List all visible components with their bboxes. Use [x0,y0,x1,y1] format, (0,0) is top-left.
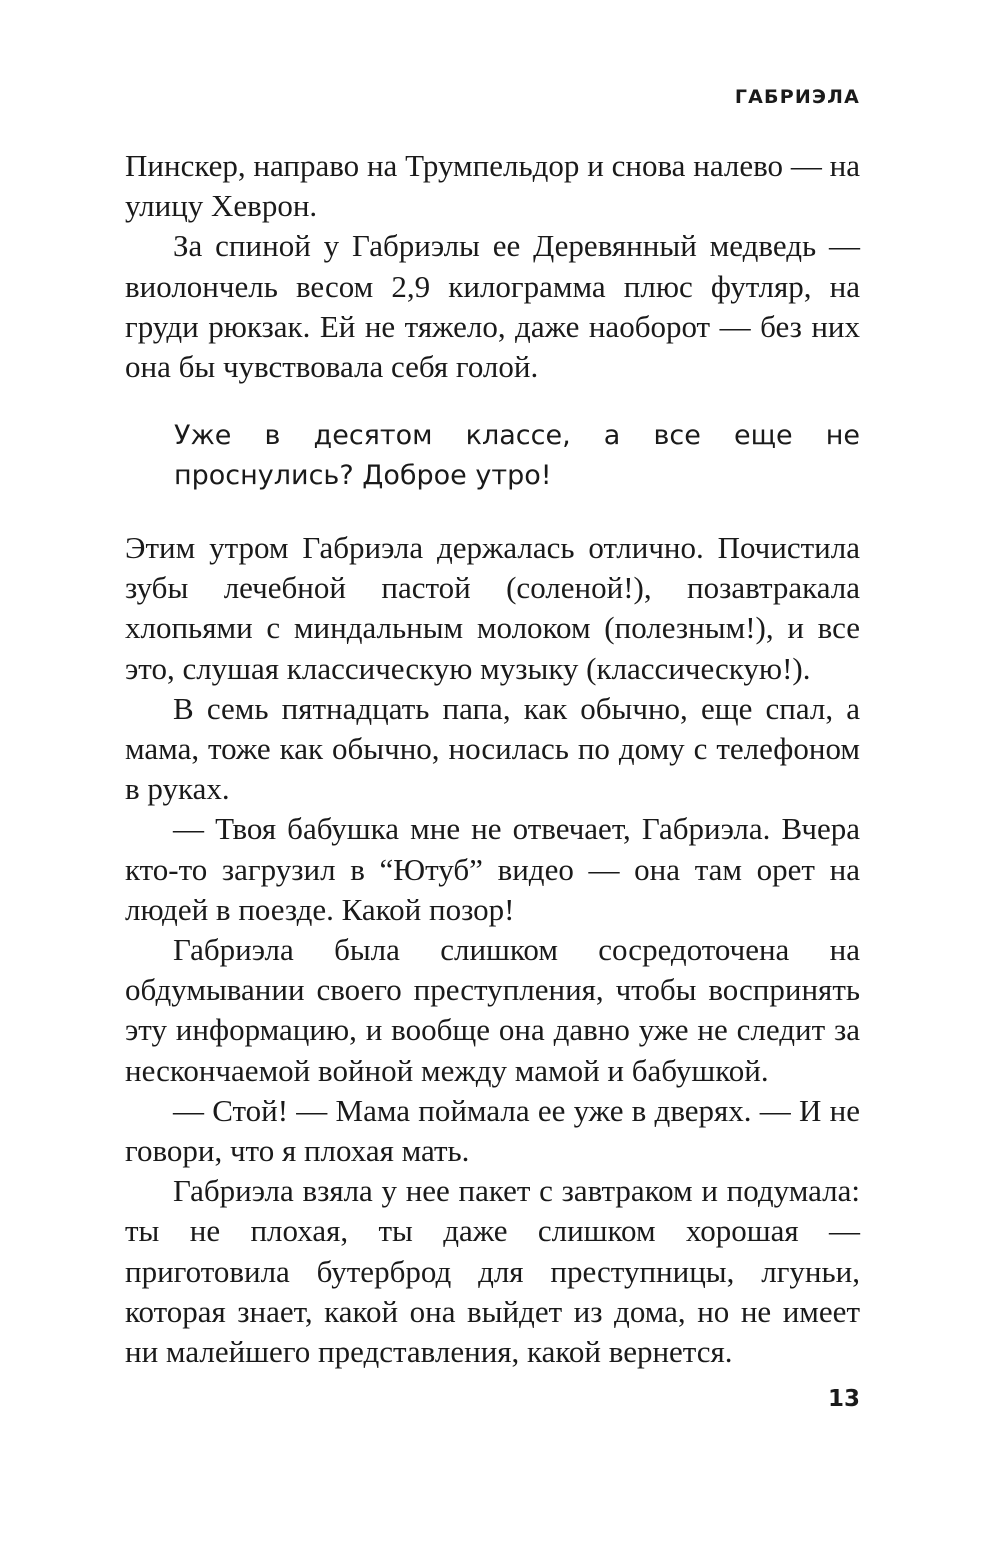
quote-block [174,416,860,496]
paragraph: — Стой! — Мама поймала ее уже в дверях. — И не говори, что я плохая мать. [125,1092,860,1169]
running-header: ГАБРИЭЛА [734,86,860,108]
paragraph: В семь пятнадцать папа, как обычно, еще спал, а мама, тоже как обычно, носилась по дому с телефоном в руках. [125,690,860,807]
body-text-bottom [125,528,860,1372]
body-text-top [125,146,860,387]
paragraph: Габриэла была слишком сосредоточена на обдумывании своего преступления, чтобы воспринять эту информацию, и вообще она давно уже не следит за нескончаемой войной между мамой и бабушкой. [125,932,860,1088]
paragraph: За спиной у Габриэлы ее Деревянный медведь — виолончель весом 2,9 килограмма плюс футляр, на груди рюкзак. Ей не тяжело, даже наоборот — без них она бы чувствовала себя голой. [125,228,860,385]
page-number: 13 [827,1386,860,1412]
quote-text: Уже в десятом классе, а все еще не проснулись? Доброе утро! [174,420,860,491]
paragraph: Габриэла взяла у нее пакет с завтраком и подумала: ты не плохая, ты даже слишком хорошая — приготовила бутерброд для преступницы, лгуньи, которая знает, какой она выйдет из дома, но не имеет ни малейшего представления, какой вернется. [125,1173,860,1370]
paragraph: Этим утром Габриэла держалась отлично. Почистила зубы лечебной пастой (соленой!), позавтракала хлопьями с миндальным молоком (полезным!), и все это, слушая классическую музыку (классическую!). [125,530,860,686]
paragraph: — Твоя бабушка мне не отвечает, Габриэла. Вчера кто-то загрузил в “Ютуб” видео — она там орет на людей в поезде. Какой позор! [125,811,860,927]
paragraph: Пинскер, направо на Трумпельдор и снова налево — на улицу Хеврон. [125,148,860,224]
